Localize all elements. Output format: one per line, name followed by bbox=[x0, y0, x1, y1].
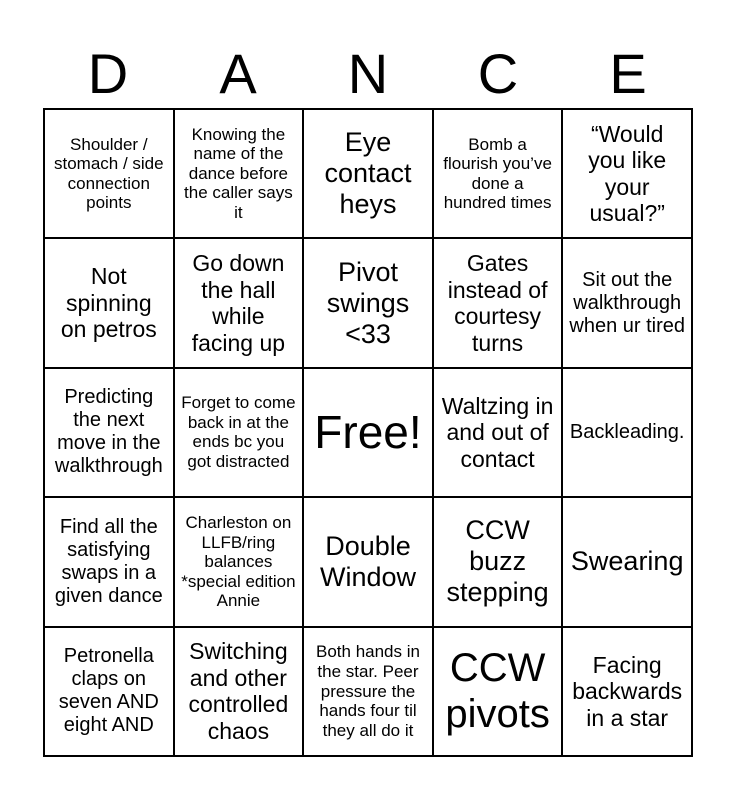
bingo-cell[interactable] bbox=[44, 497, 174, 626]
bingo-cell[interactable] bbox=[562, 238, 692, 367]
cell-text: Go down the hall while facing up bbox=[191, 250, 286, 356]
bingo-cell[interactable] bbox=[44, 368, 174, 497]
bingo-cell[interactable] bbox=[44, 627, 174, 756]
bingo-cell[interactable] bbox=[433, 627, 563, 756]
free-space-cell[interactable] bbox=[303, 368, 433, 497]
bingo-cell[interactable] bbox=[433, 238, 563, 367]
cell-text: Petronella claps on seven AND eight AND bbox=[58, 645, 159, 737]
bingo-cell[interactable] bbox=[303, 238, 433, 367]
cell-text: Pivot swings <33 bbox=[326, 256, 410, 349]
bingo-header bbox=[43, 40, 693, 108]
cell-text: CCW buzz stepping bbox=[446, 515, 549, 608]
bingo-cell[interactable] bbox=[44, 109, 174, 238]
cell-text: Sit out the walkthrough when ur tired bbox=[569, 268, 686, 337]
bingo-cell[interactable] bbox=[303, 627, 433, 756]
cell-text: Knowing the name of the dance before the caller says it bbox=[184, 124, 293, 223]
bingo-cell[interactable] bbox=[303, 109, 433, 238]
cell-text: Gates instead of courtesy turns bbox=[447, 250, 548, 356]
bingo-cell[interactable] bbox=[562, 109, 692, 238]
header-letter-a: A bbox=[219, 42, 257, 105]
bingo-cell[interactable] bbox=[433, 109, 563, 238]
cell-text: Find all the satisfying swaps in a given dance bbox=[54, 515, 163, 607]
cell-text: Facing backwards in a star bbox=[572, 651, 683, 731]
cell-text: Backleading. bbox=[569, 420, 685, 443]
bingo-cell[interactable] bbox=[303, 497, 433, 626]
cell-text: Free! bbox=[314, 406, 422, 459]
cell-text: Eye contact heys bbox=[324, 127, 412, 220]
bingo-board bbox=[43, 108, 693, 757]
bingo-cell[interactable] bbox=[174, 238, 304, 367]
cell-text: Not spinning on petros bbox=[60, 263, 157, 343]
cell-text: Forget to come back in at the ends bc you got distracted bbox=[181, 393, 296, 472]
cell-text: Switching and other controlled chaos bbox=[188, 638, 289, 744]
bingo-cell[interactable] bbox=[562, 368, 692, 497]
header-letter-d: D bbox=[87, 42, 129, 105]
cell-text: Waltzing in and out of contact bbox=[441, 392, 554, 472]
bingo-cell[interactable] bbox=[433, 368, 563, 497]
header-letter-n: N bbox=[347, 42, 389, 105]
cell-text: Charleston on LLFB/ring balances *special edition Annie bbox=[181, 513, 296, 611]
bingo-cell[interactable] bbox=[174, 497, 304, 626]
header-letter-c: C bbox=[477, 42, 519, 105]
bingo-cell[interactable] bbox=[174, 627, 304, 756]
header-letter-e: E bbox=[609, 42, 647, 105]
bingo-cell[interactable] bbox=[562, 627, 692, 756]
cell-text: Swearing bbox=[570, 546, 684, 577]
cell-text: “Would you like your usual?” bbox=[588, 120, 667, 227]
cell-text: Shoulder / stomach / side connection points bbox=[53, 134, 164, 213]
cell-text: Double Window bbox=[319, 530, 416, 592]
bingo-cell[interactable] bbox=[562, 497, 692, 626]
cell-text: Both hands in the star. Peer pressure the hands four til they all do it bbox=[316, 642, 420, 740]
cell-text: CCW pivots bbox=[445, 646, 550, 737]
bingo-cell[interactable] bbox=[433, 497, 563, 626]
cell-text: Predicting the next move in the walkthrough bbox=[54, 386, 163, 478]
bingo-cell[interactable] bbox=[44, 238, 174, 367]
bingo-cell[interactable] bbox=[174, 109, 304, 238]
bingo-cell[interactable] bbox=[174, 368, 304, 497]
cell-text: Bomb a flourish you’ve done a hundred times bbox=[443, 134, 552, 213]
